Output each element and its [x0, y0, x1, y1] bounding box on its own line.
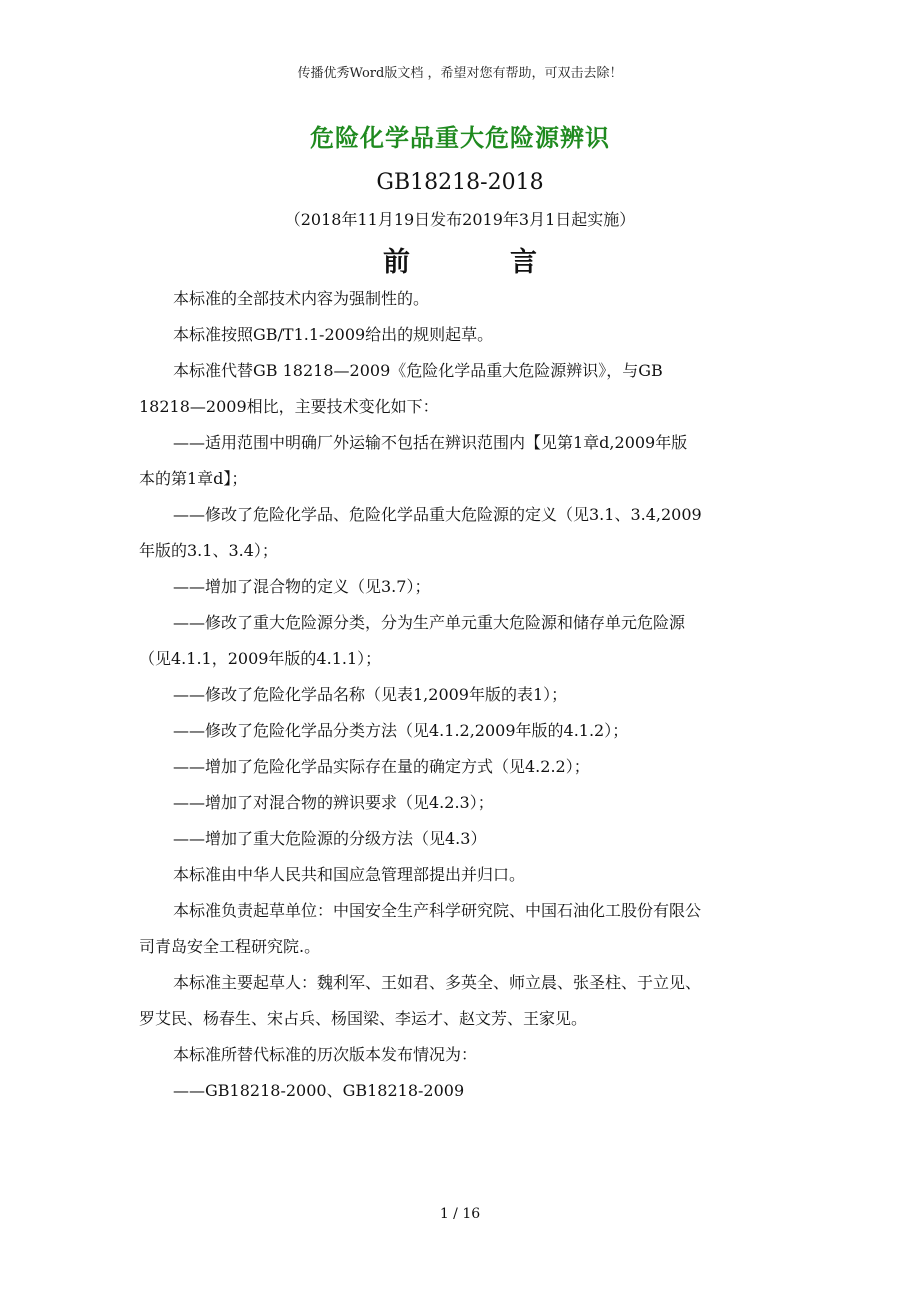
body-line: ——增加了重大危险源的分级方法（见4.3）: [173, 829, 487, 848]
document-title: 危险化学品重大危险源辨识: [310, 123, 610, 152]
body-line: 18218—2009相比，主要技术变化如下：: [139, 397, 439, 416]
body-line: ——修改了危险化学品名称（见表1,2009年版的表1）；: [173, 685, 568, 704]
body-line: ——增加了危险化学品实际存在量的确定方式（见4.2.2）；: [173, 757, 590, 776]
body-line: ——修改了危险化学品、危险化学品重大危险源的定义（见3.1、3.4,2009: [173, 505, 702, 524]
standard-number: GB18218-2018: [376, 170, 544, 195]
body-line: 罗艾民、杨春生、宋占兵、杨国梁、李运才、赵文芳、王家见。: [139, 1009, 588, 1028]
body-line: ——修改了重大危险源分类，分为生产单元重大危险源和储存单元危险源: [173, 613, 686, 632]
body-line: 本标准按照GB/T1.1-2009给出的规则起草。: [173, 325, 494, 344]
body-line: 本标准的全部技术内容为强制性的。: [173, 289, 430, 308]
body-line: （见4.1.1，2009年版的4.1.1）；: [139, 649, 382, 668]
publication-dates: （2018年11月19日发布2019年3月1日起实施）: [284, 210, 636, 229]
body-line: ——修改了危险化学品分类方法（见4.1.2,2009年版的4.1.2）；: [173, 721, 629, 740]
body-line: 本标准所替代标准的历次版本发布情况为：: [173, 1045, 478, 1064]
body-line: ——增加了对混合物的辨识要求（见4.2.3）；: [173, 793, 494, 812]
preface-heading-char-2: 言: [510, 247, 537, 278]
preface-body: [139, 284, 789, 1112]
body-line: 本的第1章d】；: [139, 469, 248, 488]
body-line: 本标准代替GB 18218—2009《危险化学品重大危险源辨识》，与GB: [173, 361, 663, 380]
body-line: 本标准由中华人民共和国应急管理部提出并归口。: [173, 865, 526, 884]
body-line: ——增加了混合物的定义（见3.7）；: [173, 577, 431, 596]
body-line: ——适用范围中明确厂外运输不包括在辨识范围内【见第1章d,2009年版: [173, 433, 688, 452]
body-line: 司青岛安全工程研究院.。: [139, 937, 321, 956]
preface-heading-char-1: 前: [383, 247, 410, 278]
preface-heading: [0, 240, 920, 279]
body-line: 年版的3.1、3.4）；: [139, 541, 278, 560]
page-number: 1 / 16: [439, 1206, 481, 1222]
body-line: 本标准负责起草单位：中国安全生产科学研究院、中国石油化工股份有限公: [173, 901, 702, 920]
body-line: 本标准主要起草人：魏利军、王如君、多英全、师立晨、张圣柱、于立见、: [173, 973, 702, 992]
header-note: 传播优秀Word版文档 ，希望对您有帮助，可双击去除！: [297, 66, 623, 81]
body-line: ——GB18218-2000、GB18218-2009: [173, 1081, 465, 1100]
